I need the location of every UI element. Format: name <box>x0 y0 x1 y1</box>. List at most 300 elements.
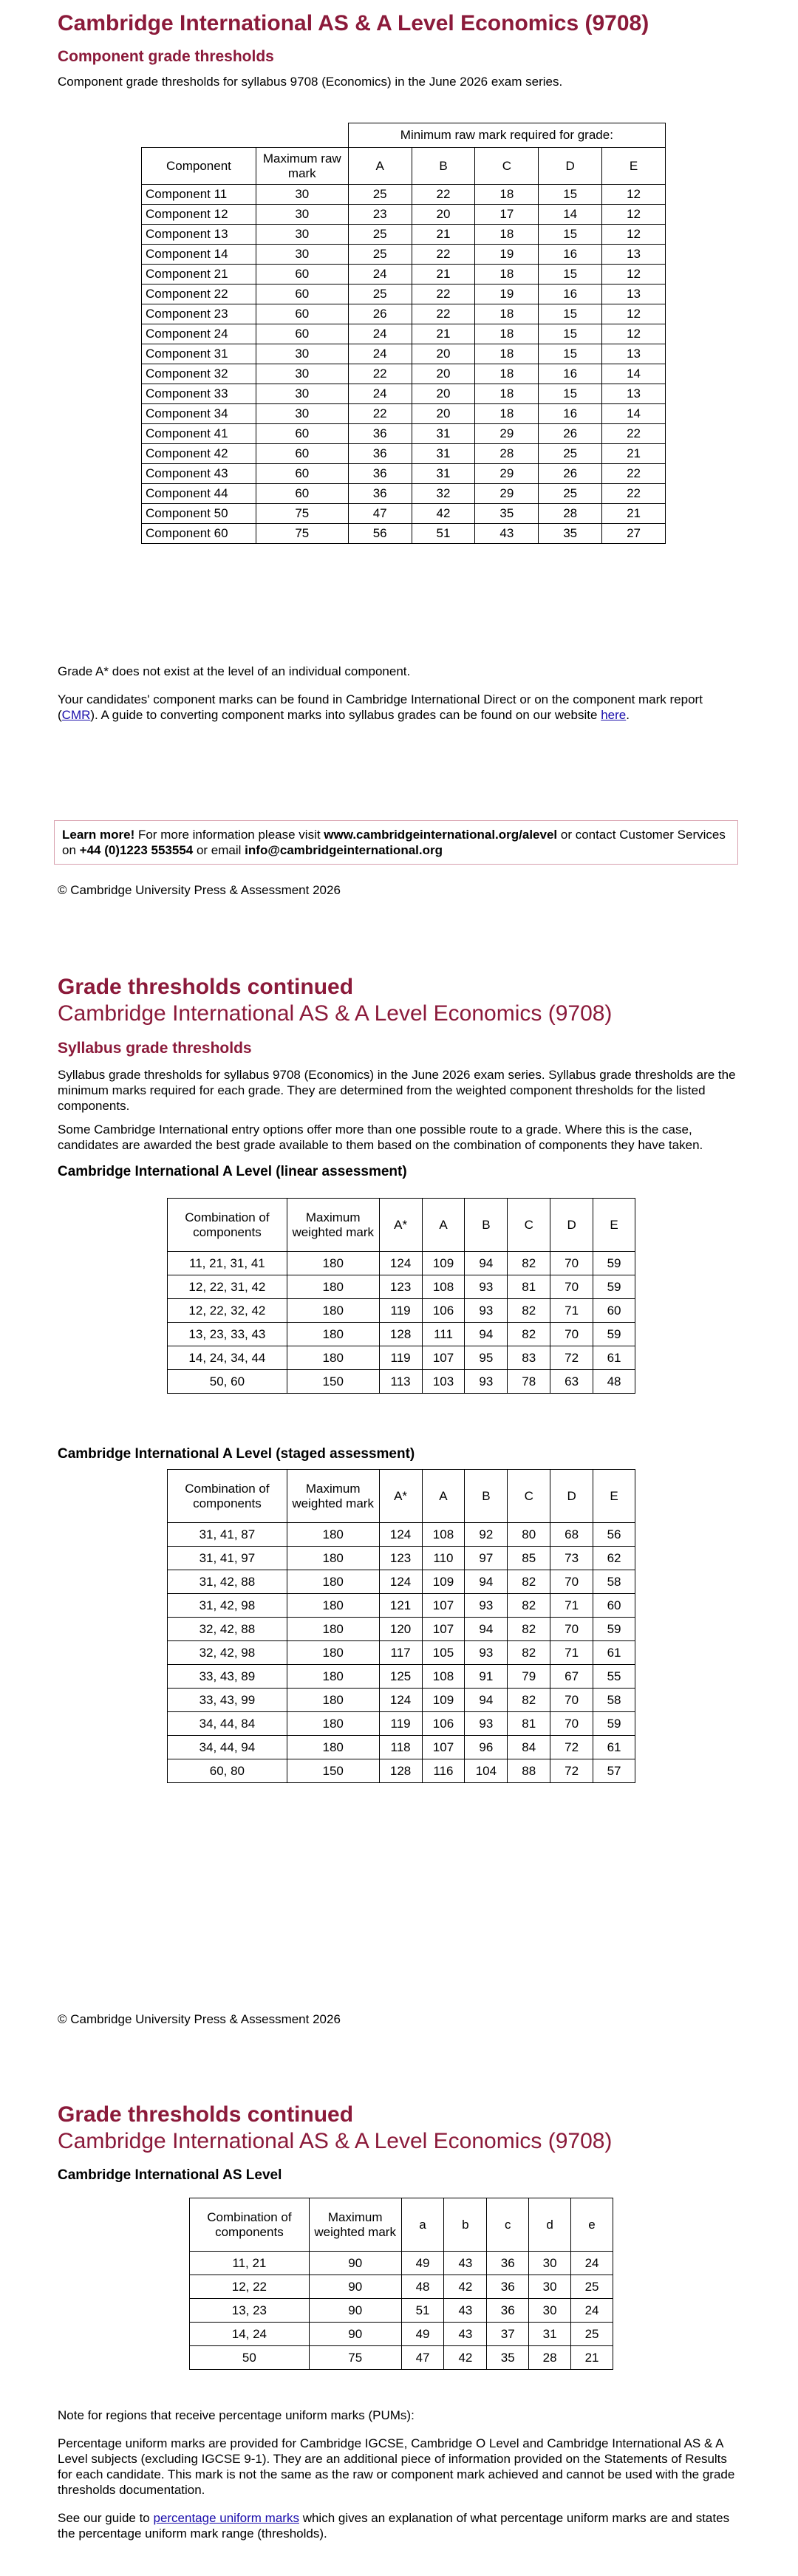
threshold-cell: 25 <box>348 245 412 265</box>
max-mark-cell: 180 <box>287 1736 379 1759</box>
threshold-cell: 42 <box>444 2275 487 2299</box>
threshold-cell: 82 <box>508 1252 550 1275</box>
threshold-cell: 80 <box>508 1523 550 1547</box>
max-mark-cell: 180 <box>287 1299 379 1323</box>
table-row <box>142 225 666 245</box>
table-row <box>168 1346 635 1370</box>
max-mark-cell: 180 <box>287 1252 379 1275</box>
threshold-cell: 117 <box>379 1641 422 1665</box>
combination-cell: 12, 22, 32, 42 <box>168 1299 287 1323</box>
combination-cell: 31, 41, 97 <box>168 1547 287 1570</box>
threshold-cell: 12 <box>602 205 666 225</box>
threshold-cell: 43 <box>444 2252 487 2275</box>
threshold-cell: 13 <box>602 344 666 364</box>
table-row <box>142 344 666 364</box>
threshold-cell: 72 <box>550 1759 593 1783</box>
max-mark-cell: 60 <box>256 304 348 324</box>
max-mark-cell: 30 <box>256 225 348 245</box>
threshold-cell: 30 <box>529 2252 571 2275</box>
max-mark-cell: 90 <box>309 2252 401 2275</box>
col-header-combination: Combination of components <box>168 1199 287 1252</box>
threshold-cell: 71 <box>550 1594 593 1618</box>
threshold-cell: 108 <box>422 1665 465 1689</box>
col-header-combination: Combination of components <box>168 1470 287 1523</box>
threshold-cell: 25 <box>348 225 412 245</box>
threshold-cell: 124 <box>379 1689 422 1712</box>
threshold-cell: 70 <box>550 1689 593 1712</box>
combination-cell: 14, 24 <box>190 2323 310 2346</box>
threshold-cell: 71 <box>550 1299 593 1323</box>
max-mark-cell: 180 <box>287 1594 379 1618</box>
col-header-grade: E <box>602 148 666 185</box>
combination-cell: 34, 44, 94 <box>168 1736 287 1759</box>
table-row <box>142 304 666 324</box>
threshold-cell: 21 <box>412 265 475 284</box>
astar-note: Grade A* does not exist at the level of an individual component. <box>58 664 411 678</box>
threshold-cell: 21 <box>602 504 666 524</box>
col-header-combination: Combination of components <box>190 2198 310 2252</box>
learn-more-box: Learn more! For more information please visit www.cambridgeinternational.org/alevel or contact Customer Services on +44 (0)1223 553554 or email info@cambridgeinternational.org <box>54 820 738 865</box>
max-mark-cell: 180 <box>287 1346 379 1370</box>
threshold-cell: 36 <box>348 484 412 504</box>
col-header-grade: A <box>422 1470 465 1523</box>
threshold-cell: 22 <box>412 284 475 304</box>
threshold-cell: 73 <box>550 1547 593 1570</box>
threshold-cell: 82 <box>508 1299 550 1323</box>
threshold-cell: 28 <box>475 444 539 464</box>
combination-cell: 33, 43, 99 <box>168 1689 287 1712</box>
max-mark-cell: 150 <box>287 1370 379 1394</box>
combination-cell: 14, 24, 34, 44 <box>168 1346 287 1370</box>
syllabus-thresholds-para-1: Syllabus grade thresholds for syllabus 9708 (Economics) in the June 2026 exam series. Syllabus grade thresholds are the minimum marks required for each grade. They are determined from the weighted component thresholds for the listed components. <box>58 1068 736 1113</box>
threshold-cell: 25 <box>539 444 602 464</box>
threshold-cell: 15 <box>539 225 602 245</box>
threshold-cell: 43 <box>475 524 539 544</box>
table-row <box>142 444 666 464</box>
threshold-cell: 51 <box>412 524 475 544</box>
page-1 <box>0 10 798 897</box>
guide-here-link[interactable]: here <box>601 708 627 722</box>
max-mark-cell: 60 <box>256 464 348 484</box>
component-cell: Component 23 <box>142 304 256 324</box>
threshold-cell: 14 <box>602 364 666 384</box>
combination-cell: 50, 60 <box>168 1370 287 1394</box>
max-mark-cell: 180 <box>287 1275 379 1299</box>
threshold-cell: 15 <box>539 265 602 284</box>
table-row <box>168 1618 635 1641</box>
combination-cell: 11, 21, 31, 41 <box>168 1252 287 1275</box>
component-cell: Component 31 <box>142 344 256 364</box>
threshold-cell: 22 <box>602 484 666 504</box>
threshold-cell: 59 <box>593 1323 635 1346</box>
threshold-cell: 22 <box>602 464 666 484</box>
max-mark-cell: 150 <box>287 1759 379 1783</box>
threshold-cell: 93 <box>465 1641 508 1665</box>
threshold-cell: 120 <box>379 1618 422 1641</box>
col-header-grade: B <box>465 1199 508 1252</box>
max-mark-cell: 180 <box>287 1618 379 1641</box>
threshold-cell: 15 <box>539 324 602 344</box>
col-header-grade: A* <box>379 1470 422 1523</box>
table-row <box>142 245 666 265</box>
table-row <box>190 2323 613 2346</box>
threshold-cell: 70 <box>550 1323 593 1346</box>
threshold-cell: 94 <box>465 1689 508 1712</box>
threshold-cell: 124 <box>379 1570 422 1594</box>
col-header-grade: E <box>593 1199 635 1252</box>
col-header-grade: C <box>475 148 539 185</box>
as-level-heading: Cambridge International AS Level <box>58 2167 282 2183</box>
table-row <box>190 2346 613 2370</box>
threshold-cell: 93 <box>465 1299 508 1323</box>
threshold-cell: 119 <box>379 1299 422 1323</box>
combination-cell: 31, 42, 88 <box>168 1570 287 1594</box>
threshold-cell: 32 <box>412 484 475 504</box>
col-header-grade: C <box>508 1470 550 1523</box>
max-mark-cell: 30 <box>256 364 348 384</box>
threshold-cell: 60 <box>593 1594 635 1618</box>
threshold-cell: 110 <box>422 1547 465 1570</box>
table-row <box>168 1641 635 1665</box>
threshold-cell: 43 <box>444 2299 487 2323</box>
table-row <box>168 1759 635 1783</box>
threshold-cell: 20 <box>412 384 475 404</box>
threshold-cell: 31 <box>412 424 475 444</box>
threshold-cell: 18 <box>475 304 539 324</box>
threshold-cell: 94 <box>465 1570 508 1594</box>
threshold-cell: 30 <box>529 2299 571 2323</box>
threshold-cell: 83 <box>508 1346 550 1370</box>
max-mark-cell: 60 <box>256 484 348 504</box>
threshold-cell: 36 <box>348 464 412 484</box>
threshold-cell: 106 <box>422 1299 465 1323</box>
threshold-cell: 15 <box>539 185 602 205</box>
max-mark-cell: 60 <box>256 324 348 344</box>
threshold-cell: 49 <box>401 2323 444 2346</box>
max-mark-cell: 180 <box>287 1712 379 1736</box>
phone-number: +44 (0)1223 553554 <box>79 843 194 857</box>
threshold-cell: 13 <box>602 284 666 304</box>
max-mark-cell: 90 <box>309 2275 401 2299</box>
threshold-cell: 59 <box>593 1618 635 1641</box>
component-cell: Component 22 <box>142 284 256 304</box>
threshold-cell: 95 <box>465 1346 508 1370</box>
table-row <box>168 1570 635 1594</box>
cmr-link[interactable]: CMR <box>61 708 91 722</box>
col-header-grade: A <box>422 1199 465 1252</box>
copyright-footer: © Cambridge University Press & Assessment 2026 <box>58 883 341 897</box>
max-mark-cell: 90 <box>309 2299 401 2323</box>
component-cell: Component 41 <box>142 424 256 444</box>
threshold-cell: 12 <box>602 225 666 245</box>
max-mark-cell: 180 <box>287 1570 379 1594</box>
threshold-cell: 47 <box>348 504 412 524</box>
page-2 <box>0 974 798 2026</box>
table-row <box>142 404 666 424</box>
linear-assessment-table <box>167 1198 635 1394</box>
table-row <box>142 185 666 205</box>
threshold-cell: 19 <box>475 245 539 265</box>
website-link[interactable]: www.cambridgeinternational.org/alevel <box>324 828 558 842</box>
max-mark-cell: 60 <box>256 265 348 284</box>
threshold-cell: 48 <box>593 1370 635 1394</box>
table-row <box>168 1547 635 1570</box>
linear-assessment-heading: Cambridge International A Level (linear assessment) <box>58 1164 407 1179</box>
copyright-footer: © Cambridge University Press & Assessment 2026 <box>58 2012 341 2026</box>
threshold-cell: 118 <box>379 1736 422 1759</box>
threshold-cell: 60 <box>593 1299 635 1323</box>
threshold-cell: 24 <box>348 344 412 364</box>
threshold-cell: 12 <box>602 324 666 344</box>
max-mark-cell: 180 <box>287 1689 379 1712</box>
threshold-cell: 121 <box>379 1594 422 1618</box>
combination-cell: 31, 42, 98 <box>168 1594 287 1618</box>
threshold-cell: 18 <box>475 404 539 424</box>
component-cell: Component 42 <box>142 444 256 464</box>
threshold-cell: 15 <box>539 304 602 324</box>
threshold-cell: 24 <box>571 2252 613 2275</box>
threshold-cell: 37 <box>487 2323 529 2346</box>
threshold-cell: 111 <box>422 1323 465 1346</box>
threshold-cell: 24 <box>348 265 412 284</box>
combination-cell: 33, 43, 89 <box>168 1665 287 1689</box>
table-row <box>168 1665 635 1689</box>
threshold-cell: 20 <box>412 364 475 384</box>
threshold-cell: 43 <box>444 2323 487 2346</box>
threshold-cell: 116 <box>422 1759 465 1783</box>
col-header-grade: a <box>401 2198 444 2252</box>
threshold-cell: 26 <box>348 304 412 324</box>
component-cell: Component 44 <box>142 484 256 504</box>
threshold-cell: 25 <box>348 185 412 205</box>
combination-cell: 12, 22, 31, 42 <box>168 1275 287 1299</box>
threshold-cell: 61 <box>593 1736 635 1759</box>
table-row <box>142 284 666 304</box>
max-mark-cell: 30 <box>256 344 348 364</box>
max-mark-cell: 180 <box>287 1547 379 1570</box>
threshold-cell: 24 <box>571 2299 613 2323</box>
threshold-cell: 51 <box>401 2299 444 2323</box>
table-row <box>142 364 666 384</box>
threshold-cell: 28 <box>529 2346 571 2370</box>
threshold-cell: 47 <box>401 2346 444 2370</box>
continued-heading: Grade thresholds continued <box>58 2102 354 2127</box>
pum-paragraph: Percentage uniform marks are provided for Cambridge IGCSE, Cambridge O Level and Cambridge International AS & A Level subjects (excluding IGCSE 9-1). They are an additional piece of information provided on the Statements of Results for each candidate. This mark is not the same as the raw or component mark achieved and cannot be used with the grade thresholds documentation. <box>58 2436 735 2497</box>
threshold-cell: 94 <box>465 1252 508 1275</box>
max-mark-cell: 30 <box>256 384 348 404</box>
threshold-cell: 27 <box>602 524 666 544</box>
table-row <box>168 1712 635 1736</box>
combination-cell: 60, 80 <box>168 1759 287 1783</box>
threshold-cell: 82 <box>508 1618 550 1641</box>
table-row <box>168 1523 635 1547</box>
threshold-cell: 107 <box>422 1618 465 1641</box>
staged-assessment-heading: Cambridge International A Level (staged assessment) <box>58 1446 415 1462</box>
combination-cell: 12, 22 <box>190 2275 310 2299</box>
threshold-cell: 12 <box>602 185 666 205</box>
threshold-cell: 109 <box>422 1252 465 1275</box>
col-header-grade: A* <box>379 1199 422 1252</box>
threshold-cell: 108 <box>422 1275 465 1299</box>
threshold-cell: 94 <box>465 1323 508 1346</box>
threshold-cell: 48 <box>401 2275 444 2299</box>
threshold-cell: 21 <box>571 2346 613 2370</box>
col-header-component: Component <box>142 148 256 185</box>
threshold-cell: 19 <box>475 284 539 304</box>
threshold-cell: 25 <box>571 2323 613 2346</box>
pum-guide: See our guide to percentage uniform marks which gives an explanation of what percentage uniform marks are and states the percentage uniform mark range (thresholds). <box>58 2511 730 2541</box>
threshold-cell: 29 <box>475 464 539 484</box>
threshold-cell: 22 <box>412 304 475 324</box>
threshold-cell: 59 <box>593 1275 635 1299</box>
threshold-cell: 20 <box>412 344 475 364</box>
max-mark-cell: 90 <box>309 2323 401 2346</box>
threshold-cell: 22 <box>348 364 412 384</box>
component-cell: Component 60 <box>142 524 256 544</box>
threshold-cell: 81 <box>508 1275 550 1299</box>
col-header-grade: d <box>529 2198 571 2252</box>
threshold-cell: 18 <box>475 324 539 344</box>
col-header-grade: D <box>550 1199 593 1252</box>
threshold-cell: 35 <box>539 524 602 544</box>
threshold-cell: 93 <box>465 1275 508 1299</box>
threshold-cell: 61 <box>593 1641 635 1665</box>
threshold-cell: 71 <box>550 1641 593 1665</box>
threshold-cell: 22 <box>412 185 475 205</box>
threshold-cell: 128 <box>379 1759 422 1783</box>
threshold-cell: 36 <box>487 2252 529 2275</box>
threshold-cell: 123 <box>379 1547 422 1570</box>
combination-cell: 32, 42, 98 <box>168 1641 287 1665</box>
component-thresholds-heading: Component grade thresholds <box>58 48 274 65</box>
table-row <box>190 2252 613 2275</box>
threshold-cell: 59 <box>593 1712 635 1736</box>
threshold-cell: 58 <box>593 1570 635 1594</box>
threshold-cell: 22 <box>412 245 475 265</box>
threshold-cell: 16 <box>539 245 602 265</box>
combination-cell: 50 <box>190 2346 310 2370</box>
table-row <box>142 464 666 484</box>
table-row <box>168 1252 635 1275</box>
table-row <box>142 484 666 504</box>
threshold-cell: 21 <box>412 225 475 245</box>
threshold-cell: 31 <box>412 464 475 484</box>
threshold-cell: 26 <box>539 424 602 444</box>
table-row <box>142 205 666 225</box>
threshold-cell: 15 <box>539 344 602 364</box>
table-row <box>168 1299 635 1323</box>
threshold-cell: 113 <box>379 1370 422 1394</box>
threshold-cell: 72 <box>550 1736 593 1759</box>
threshold-cell: 18 <box>475 384 539 404</box>
threshold-cell: 82 <box>508 1641 550 1665</box>
combination-cell: 13, 23 <box>190 2299 310 2323</box>
threshold-cell: 119 <box>379 1712 422 1736</box>
threshold-cell: 36 <box>348 444 412 464</box>
threshold-cell: 105 <box>422 1641 465 1665</box>
table-row <box>190 2299 613 2323</box>
combination-cell: 31, 41, 87 <box>168 1523 287 1547</box>
threshold-cell: 13 <box>602 245 666 265</box>
max-mark-cell: 30 <box>256 404 348 424</box>
threshold-cell: 12 <box>602 265 666 284</box>
threshold-cell: 25 <box>539 484 602 504</box>
pum-guide-link[interactable]: percentage uniform marks <box>153 2511 299 2525</box>
threshold-cell: 36 <box>487 2275 529 2299</box>
threshold-cell: 18 <box>475 344 539 364</box>
table-row <box>168 1594 635 1618</box>
page-3 <box>0 2102 798 2541</box>
col-header-grade: b <box>444 2198 487 2252</box>
threshold-cell: 78 <box>508 1370 550 1394</box>
threshold-cell: 21 <box>602 444 666 464</box>
table-row <box>142 324 666 344</box>
component-cell: Component 21 <box>142 265 256 284</box>
table-row <box>168 1689 635 1712</box>
threshold-cell: 36 <box>487 2299 529 2323</box>
threshold-cell: 70 <box>550 1252 593 1275</box>
max-mark-cell: 180 <box>287 1523 379 1547</box>
component-cell: Component 43 <box>142 464 256 484</box>
threshold-cell: 14 <box>539 205 602 225</box>
component-cell: Component 33 <box>142 384 256 404</box>
threshold-cell: 12 <box>602 304 666 324</box>
max-mark-cell: 30 <box>256 245 348 265</box>
threshold-cell: 84 <box>508 1736 550 1759</box>
staged-assessment-table <box>167 1469 635 1783</box>
max-mark-cell: 75 <box>256 504 348 524</box>
table-row <box>168 1370 635 1394</box>
table-row <box>142 265 666 284</box>
threshold-cell: 30 <box>529 2275 571 2299</box>
table-row <box>168 1275 635 1299</box>
threshold-cell: 25 <box>348 284 412 304</box>
threshold-cell: 36 <box>348 424 412 444</box>
threshold-cell: 18 <box>475 265 539 284</box>
threshold-cell: 31 <box>412 444 475 464</box>
threshold-cell: 16 <box>539 364 602 384</box>
threshold-cell: 22 <box>348 404 412 424</box>
threshold-cell: 93 <box>465 1370 508 1394</box>
threshold-cell: 55 <box>593 1665 635 1689</box>
threshold-cell: 82 <box>508 1594 550 1618</box>
document-title: Cambridge International AS & A Level Economics (9708) <box>58 1001 613 1026</box>
table-row <box>142 384 666 404</box>
max-mark-cell: 75 <box>256 524 348 544</box>
threshold-cell: 35 <box>487 2346 529 2370</box>
combination-cell: 32, 42, 88 <box>168 1618 287 1641</box>
component-cell: Component 32 <box>142 364 256 384</box>
col-header-max-weighted: Maximum weighted mark <box>309 2198 401 2252</box>
threshold-cell: 124 <box>379 1523 422 1547</box>
threshold-cell: 13 <box>602 384 666 404</box>
max-mark-cell: 180 <box>287 1665 379 1689</box>
threshold-cell: 24 <box>348 384 412 404</box>
component-cell: Component 34 <box>142 404 256 424</box>
threshold-cell: 82 <box>508 1323 550 1346</box>
threshold-cell: 79 <box>508 1665 550 1689</box>
threshold-cell: 103 <box>422 1370 465 1394</box>
threshold-cell: 17 <box>475 205 539 225</box>
component-cell: Component 11 <box>142 185 256 205</box>
threshold-cell: 109 <box>422 1689 465 1712</box>
threshold-cell: 96 <box>465 1736 508 1759</box>
threshold-cell: 106 <box>422 1712 465 1736</box>
col-header-grade: B <box>465 1470 508 1523</box>
syllabus-thresholds-heading: Syllabus grade thresholds <box>58 1040 252 1057</box>
email-link[interactable]: info@cambridgeinternational.org <box>245 843 443 857</box>
threshold-cell: 70 <box>550 1275 593 1299</box>
